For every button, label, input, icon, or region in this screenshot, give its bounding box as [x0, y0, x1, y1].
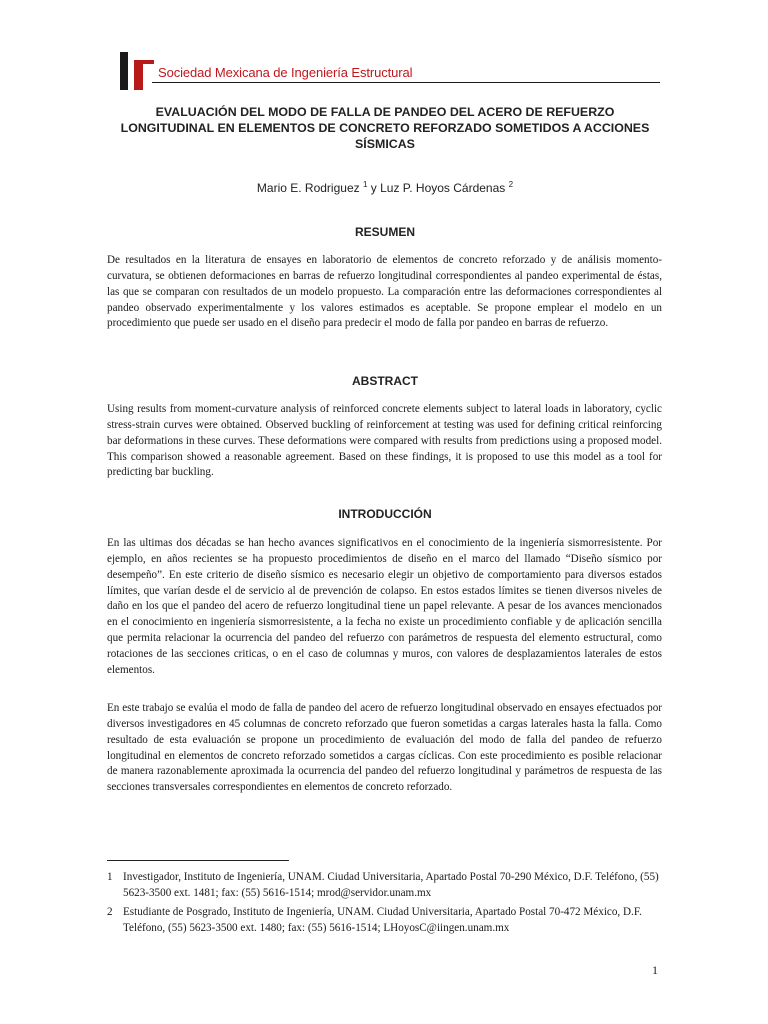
author-2: Luz P. Hoyos Cárdenas [380, 181, 506, 195]
footnote-2-text: Estudiante de Posgrado, Instituto de Ingeniería, UNAM. Ciudad Universitaria, Apartado Postal 70-472 México, D.F. Teléfono, (55) 5623-3500 ext. 1480; fax: (55) 5616-1514; LHoyosC@iingen.unam.mx [123, 906, 642, 934]
authors-line [110, 180, 660, 195]
paper-title: EVALUACIÓN DEL MODO DE FALLA DE PANDEO DEL ACERO DE REFUERZO LONGITUDINAL EN ELEMENTOS DE CONCRETO REFORZADO SOMETIDOS A ACCIONES SÍSMICAS [120, 105, 650, 151]
author-1: Mario E. Rodriguez [256, 181, 360, 195]
footnote-2 [107, 905, 662, 936]
abstract-text: Using results from moment-curvature analysis of reinforced concrete elements subject to lateral loads in laboratory, cyclic stress-strain curves were obtained. Observed buckling of reinforcement at testing was used for defining critical reinforcing bar deformations in these curves. These deformations were compared with results from predictions using a proposed model. This comparison showed a reasonable agreement. Based on these findings, it is proposed to use this model as a tool for predicting bar buckling. [107, 403, 662, 479]
header-rule [152, 82, 660, 83]
resumen-heading: RESUMEN [354, 225, 415, 239]
authors-connector: y [367, 181, 381, 195]
page-number: 1 [652, 963, 658, 977]
abstract-heading: ABSTRACT [352, 374, 418, 388]
introduccion-heading: INTRODUCCIÓN [338, 507, 432, 521]
introduccion-paragraph-1: En las ultimas dos décadas se han hecho avances significativos en el conocimiento de la ingeniería sismorresistente. Por ejemplo, en años recientes se ha propuesto procedimientos de diseño en el marco del llamado “Diseño sísmico por desempeño”. En este criterio de diseño sísmico es necesario elegir un objetivo de comportamiento para diversos estados límites, que varían desde el de servicio al de prevención de colapso. En estos estados límites se tienen diversos niveles de daño en los que el pandeo del acero de refuerzo longitudinal tiene un papel relevante. A pesar de los avances mencionados en el conocimiento en ingeniería sismorresistente, a la fecha no existe un procedimiento confiable y de aplicación sencilla que permita relacionar la ocurrencia del pandeo del refuerzo con parámetros de respuesta del elemento estructural, como rotaciones de las secciones criticas, o en el caso de columnas y muros, con valores de desplazamientos laterales de estos elementos. [107, 537, 662, 676]
footnote-2-number: 2 [107, 906, 113, 918]
author-2-affiliation: 2 [508, 180, 514, 189]
footnote-1 [107, 870, 662, 901]
resumen-text: De resultados en la literatura de ensayes en laboratorio de elementos de concreto reforzado y de análisis momento-curvatura, se obtienen deformaciones en barras de refuerzo longitudinal correspondientes al pandeo experimental de éstas, las que se comparan con resultados de un modelo propuesto. La comparación entre las deformaciones correspondientes al pandeo observado experimentalmente y los valores estimados es aceptable. Se propone emplear el modelo en un procedimiento que puede ser usado en el diseño para predecir el modo de falla por pandeo en barras de refuerzo. [107, 254, 662, 330]
society-logo [120, 52, 152, 90]
footnote-1-text: Investigador, Instituto de Ingeniería, UNAM. Ciudad Universitaria, Apartado Postal 70-290 México, D.F. Teléfono, (55) 5623-3500 ext. 1481; fax: (55) 5616-1514; mrod@servidor.unam.mx [123, 871, 659, 899]
logo-red-cap [134, 60, 154, 64]
introduccion-paragraph-2: En este trabajo se evalúa el modo de falla de pandeo del acero de refuerzo longitudinal observado en ensayes efectuados por diversos investigadores en 45 columnas de concreto reforzado que fueron sometidas a cargas laterales hasta la falla. Como resultado de esta evaluación se propone un procedimiento de evaluación del modo de falla del pandeo de refuerzo longitudinal en elementos de concreto reforzado sometidos a cargas cíclicas. Con este procedimiento es posible relacionar de manera razonablemente aproximada la ocurrencia del pandeo del refuerzo longitudinal y parámetros de respuesta de las secciones transversales correspondientes en elementos de concreto reforzado. [107, 702, 662, 794]
logo-black-bar [120, 52, 128, 90]
author-1-affiliation: 1 [362, 180, 368, 189]
society-name: Sociedad Mexicana de Ingeniería Estructural [158, 65, 413, 80]
footnote-1-number: 1 [107, 871, 113, 883]
footnote-rule [107, 860, 289, 861]
logo-red-bar [134, 60, 143, 90]
